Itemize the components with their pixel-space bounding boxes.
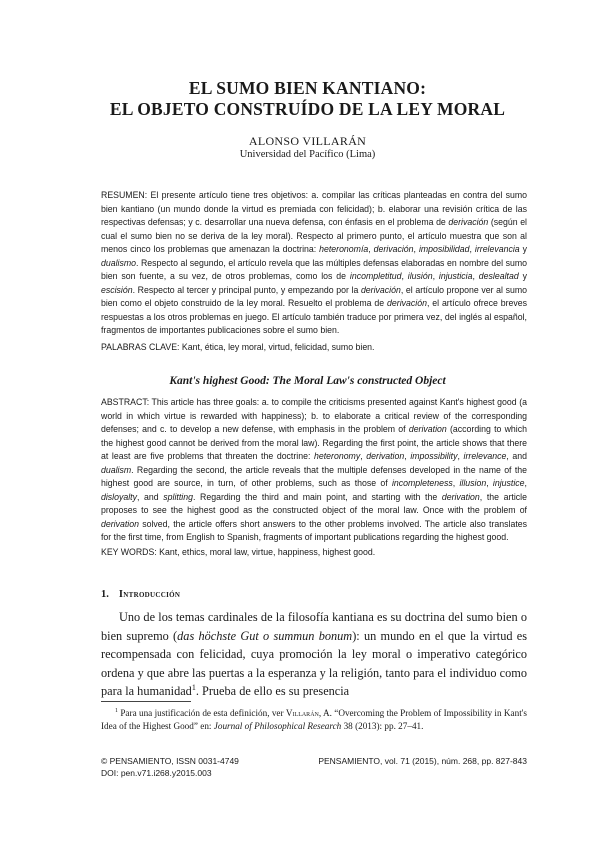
key-words: KEY WORDS: Kant, ethics, moral law, virtue, happiness, highest good. xyxy=(101,547,376,557)
footer-journal-info: PENSAMIENTO, vol. 71 (2015), núm. 268, pp. 827-843 xyxy=(318,756,527,766)
footer-doi: DOI: pen.v71.i268.y2015.003 xyxy=(101,768,212,778)
footer-issn: © PENSAMIENTO, ISSN 0031-4749 xyxy=(101,756,239,766)
section-heading xyxy=(101,589,180,600)
section-title: Introducción xyxy=(118,589,181,600)
palabras-clave: PALABRAS CLAVE: Kant, ética, ley moral, virtud, felicidad, sumo bien. xyxy=(101,342,375,352)
footnote-rule xyxy=(101,701,191,702)
footnote-ref[interactable]: 1 xyxy=(191,682,196,692)
article-title-line-1: EL SUMO BIEN KANTIANO: xyxy=(188,78,427,98)
article-title-line-2: EL OBJETO CONSTRUÍDO DE LA LEY MORAL xyxy=(109,99,506,119)
resumen-paragraph: RESUMEN: El presente artículo tiene tres objetivos: a. compilar las críticas planteadas en contra del sumo bien kantiano (un mundo donde la virtud es premiada con felicidad); b. elaborar una revisión crítica de las respectivas defensas; y c. desarrollar una nueva defensa, con énfasis en el problema de derivación (según el cual el sumo bien no se deriva de la ley moral). Respecto al primero punto, el artículo muestra que son al menos cinco los problemas que amenazan la doctrina: heteronomía, derivación, imposibilidad, irrelevancia y dualismo. Respecto al segundo, el artículo revela que las múltiples defensas elaboradas en nombre del sumo bien son fuente, a su vez, de otros problemas, como los de incompletitud, ilusión, injusticia, deslealtad y escisión. Respecto al tercer y principal punto, y empezando por la derivación, el artículo propone ver al sumo bien como el objeto construido de la ley moral. Resuelto el problema de derivación, el artículo ofrece breves respuestas a los otros problemas en juego. El artículo también traduce por primera vez, del inglés al español, fragmentos de importantes publicaciones sobre el sumo bien. xyxy=(101,190,527,335)
body-paragraph: Uno de los temas cardinales de la filosofía kantiana es su doctrina del sumo bien o bien supremo (das höchste Gut o summun bonum): un mundo en el que la virtud es recompensada con felicidad, cuya promoción la ley moral o imperativo categórico ordena y que abre las puertas a la esperanza y la religión, tanto para el individuo como para la humanidad$^1$. Prueba de ello es su presencia xyxy=(101,610,527,698)
author-affiliation: Universidad del Pacífico (Lima) xyxy=(239,149,376,160)
author-name: ALONSO VILLARÁN xyxy=(248,134,367,148)
section-number: 1. xyxy=(101,589,109,600)
footnote-number: 1 xyxy=(115,707,118,714)
footnote: $^1$ Para una justificación de esta definición, ver Villarán, A. “Overcoming the Problem of Impossibility in Kant's Idea of the Highest Good” en: Journal of Philosophical Research 38 (2013): pp. 27–41. xyxy=(101,707,527,731)
abstract-paragraph: ABSTRACT: This article has three goals: a. to compile the criticisms presented against Kant's highest good (a world in which virtue is rewarded with happiness); b. to elaborate a critical review of the corresponding defenses; and c. to develop a new defense, with emphasis in the problem of derivation (according to which the highest good cannot be derived from the moral law). Regarding the first point, the article shows that there at least are five problems that threaten the doctrine: heteronomy, derivation, impossibility, irrelevance, and dualism. Regarding the second, the article reveals that the multiple defenses developed in the name of the highest good are source, in turn, of other problems, such as those of incompleteness, illusion, injustice, disloyalty, and splitting. Regarding the third and main point, and starting with the derivation, the article proposes to see the highest good as the constructed object of the moral law. Once with the problem of derivation solved, the article offers short answers to the other problems involved. The article also translates for the first time, from English to Spanish, fragments of important publications regarding the highest good. xyxy=(101,397,528,542)
english-title: Kant's highest Good: The Moral Law's constructed Object xyxy=(169,375,446,387)
